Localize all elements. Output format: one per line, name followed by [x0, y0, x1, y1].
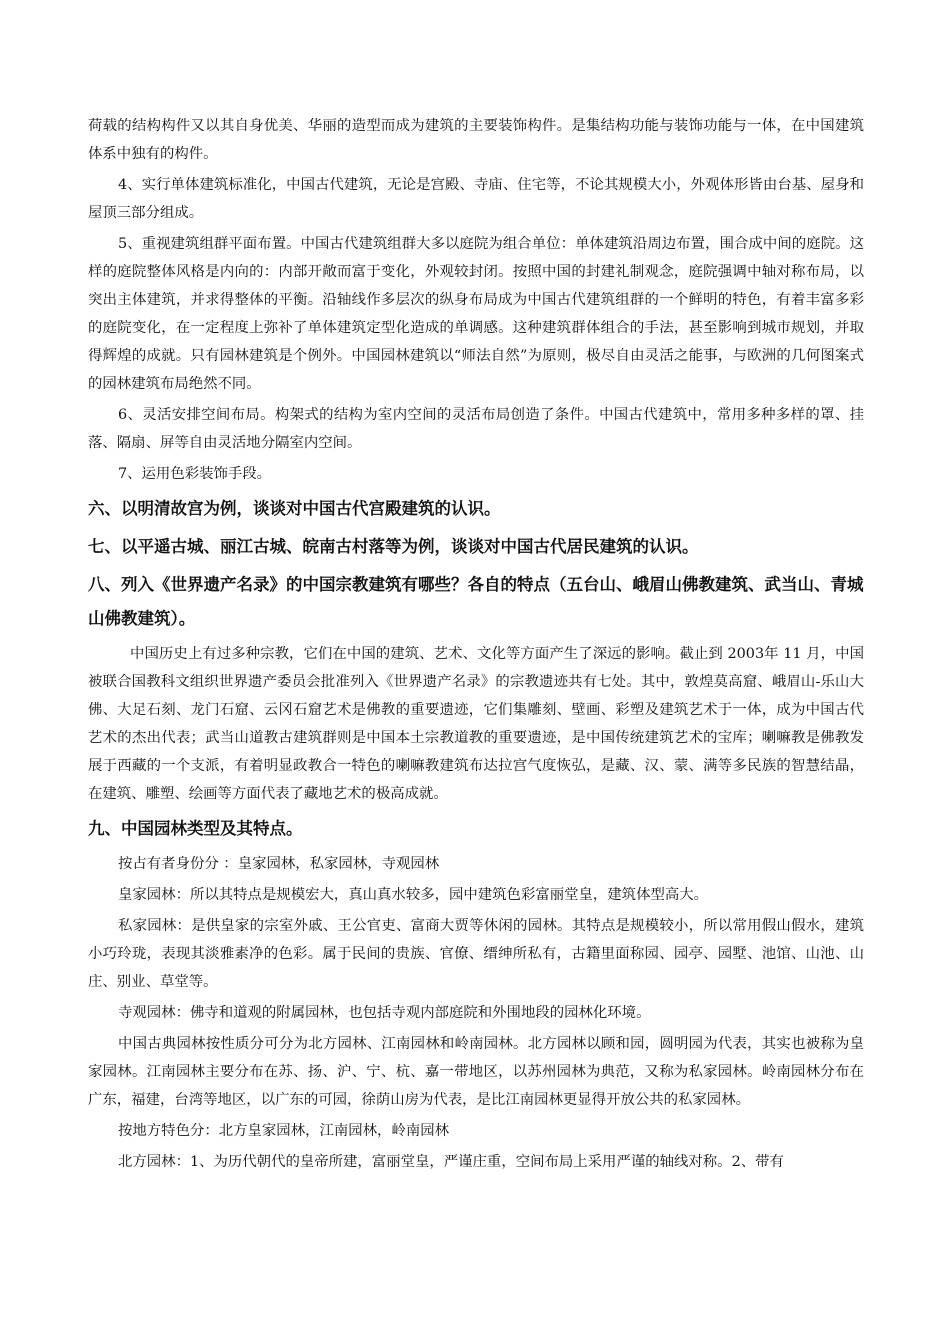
heading-section-8: 八、列入《世界遗产名录》的中国宗教建筑有哪些？各自的特点（五台山、峨眉山佛教建筑、武当山、青城山佛教建筑）。 [88, 575, 864, 628]
paragraph-item-6: 6、灵活安排空间布局。构架式的结构为室内空间的灵活布局创造了条件。中国古代建筑中，常用多种多样的罩、挂落、隔扇、屏等自由灵活地分隔室内空间。 [88, 407, 864, 451]
heading-section-6: 六、以明清故宫为例，谈谈对中国古代宫殿建筑的认识。 [88, 499, 501, 518]
paragraph-northern-garden: 北方园林：1、为历代朝代的皇帝所建，富丽堂皇，严谨庄重，空间布局上采用严谨的轴线对称。2、带有 [118, 1154, 784, 1170]
paragraph-by-region: 按地方特色分：北方皇家园林，江南园林，岭南园林 [118, 1123, 449, 1139]
paragraph-item-4: 4、实行单体建筑标准化，中国古代建筑，无论是宫殿、寺庙、住宅等，不论其规模大小，外观体形皆由台基、屋身和屋顶三部分组成。 [88, 177, 864, 221]
paragraph-by-owner: 按占有者身份分 ：皇家园林，私家园林，寺观园林 [118, 856, 440, 872]
paragraph-item-7: 7、运用色彩装饰手段。 [118, 466, 272, 482]
paragraph-royal-garden: 皇家园林：所以其特点是规模宏大，真山真水较多，园中建筑色彩富丽堂皇，建筑体型高大。 [118, 887, 709, 903]
heading-section-7: 七、以平遥古城、丽江古城、皖南古村落等为例，谈谈对中国古代居民建筑的认识。 [88, 537, 699, 556]
paragraph-temple-garden: 寺观园林：佛寺和道观的附属园林，也包括寺观内部庭院和外围地段的园林化环境。 [118, 1005, 651, 1021]
paragraph-item-5: 5、重视建筑组群平面布置。中国古代建筑组群大多以庭院为组合单位：单体建筑沿周边布置，围合成中间的庭院。这样的庭院整体风格是内向的：内部开敞而富于变化，外观较封闭。按照中国的封建礼制观念，庭院强调中轴对称布局，以突出主体建筑，并求得整体的平衡。沿轴线作多层次的纵身布局成为中国古代建筑组群的一个鲜明的特色，有着丰富多彩的庭院变化，在一定程度上弥补了单体建筑定型化造成的单调感。这种建筑群体组合的手法，甚至影响到城市规划，并取得辉煌的成就。只有园林建筑是个例外。中国园林建筑以“师法自然”为原则，极尽自由灵活之能事，与欧洲的几何图案式的园林建筑布局绝然不同。 [88, 236, 864, 392]
heading-section-9: 九、中国园林类型及其特点。 [88, 819, 303, 838]
paragraph-classical-garden-types: 中国古典园林按性质分可分为北方园林、江南园林和岭南园林。北方园林以顾和园，圆明园为代表，其实也被称为皇家园林。江南园林主要分布在苏、扬、沪、宁、杭、嘉一带地区，以苏州园林为典范，又称为私家园林。岭南园林分布在广东，福建，台湾等地区，以广东的可园，徐荫山房为代表，是比江南园林更显得开放公共的私家园林。 [88, 1036, 864, 1108]
paragraph-bracket-components: 荷载的结构构件又以其自身优美、华丽的造型而成为建筑的主要装饰构件。是集结构功能与装饰功能与一体，在中国建筑体系中独有的构件。 [88, 118, 864, 162]
document-page [88, 112, 864, 1179]
paragraph-private-garden: 私家园林：是供皇家的宗室外戚、王公官吏、富商大贾等休闲的园林。其特点是规模较小，所以常用假山假水，建筑小巧玲珑，表现其淡雅素净的色彩。属于民间的贵族、官僚、缙绅所私有，古籍里面称园、园亭、园墅、池馆、山池、山庄、别业、草堂等。 [88, 918, 864, 990]
paragraph-religious-heritage: 中国历史上有过多种宗教，它们在中国的建筑、艺术、文化等方面产生了深远的影响。截止到 2003年 11 月，中国被联合国教科文组织世界遗产委员会批准列入《世界遗产名录》的宗教遗迹共有七处。其中，敦煌莫高窟、峨眉山-乐山大佛、大足石刻、龙门石窟、云冈石窟艺术是佛教的重要遗迹，它们集雕刻、壁画、彩塑及建筑艺术于一体，成为中国古代艺术的杰出代表；武当山道教古建筑群则是中国本土宗教道教的重要遗迹，是中国传统建筑艺术的宝库；喇嘛教是佛教发展于西藏的一个支派，有着明显政教合一特色的喇嘛教建筑布达拉宫气度恢弘，是藏、汉、蒙、满等多民族的智慧结晶，在建筑、雕塑、绘画等方面代表了藏地艺术的极高成就。 [88, 646, 864, 802]
